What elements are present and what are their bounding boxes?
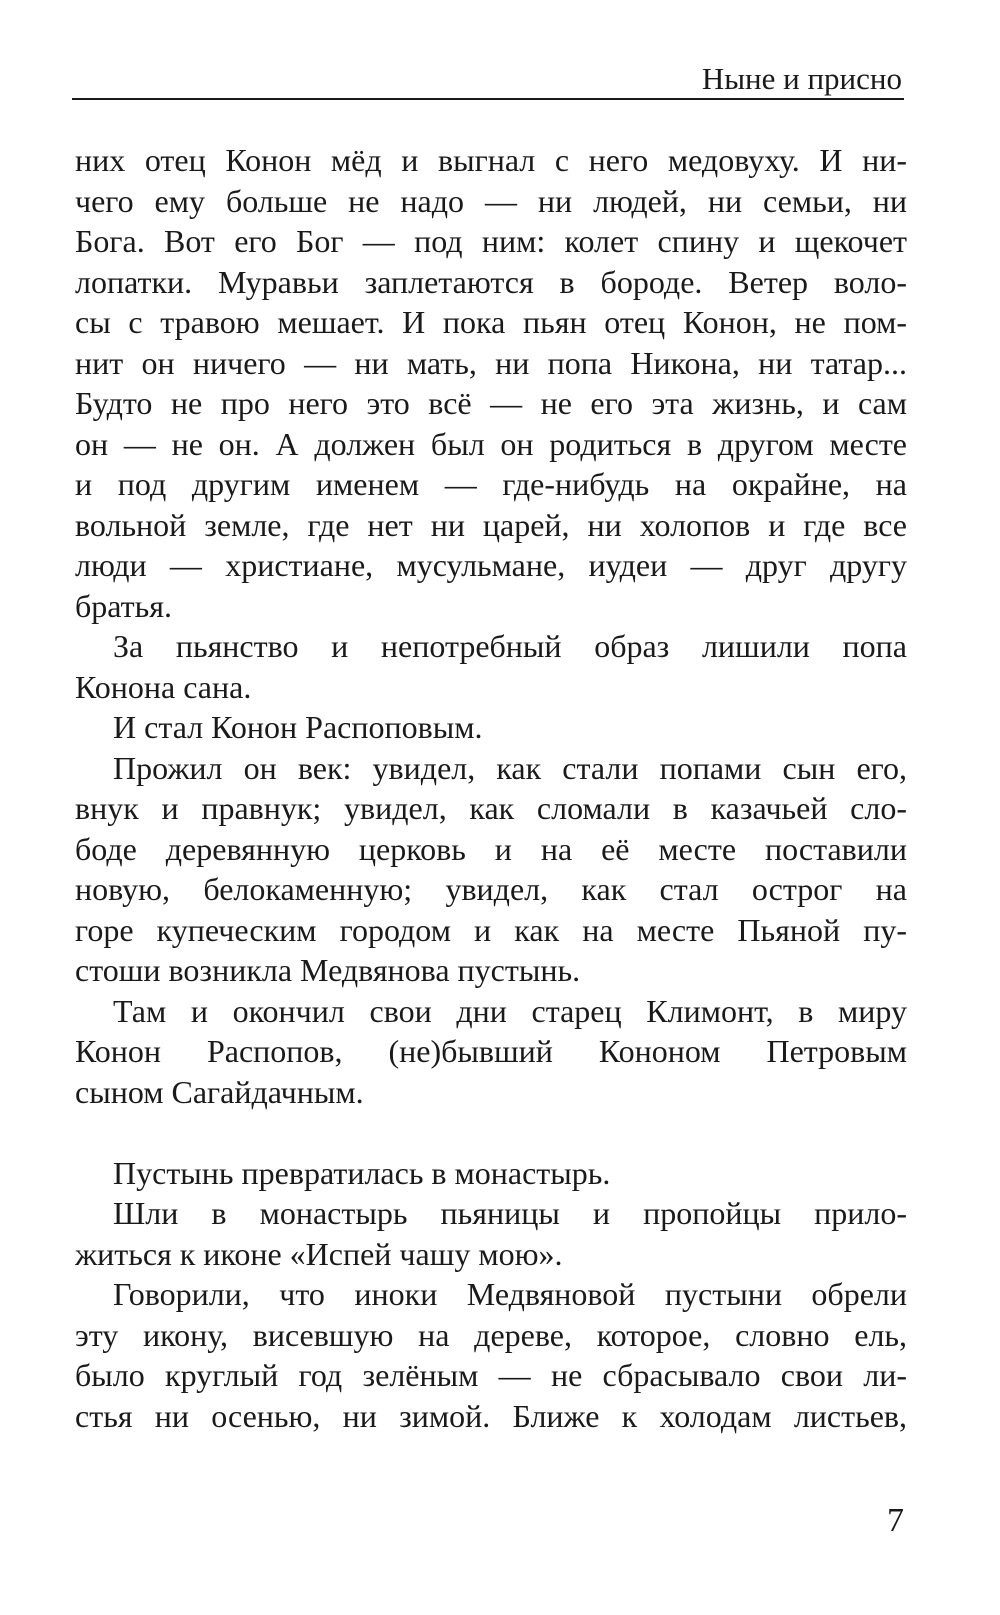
text-line: вольной земле, где нет ни царей, ни холопов и где все xyxy=(75,506,907,543)
text-line: было круглый год зелёным — не сбрасывало свои ли- xyxy=(75,1357,907,1393)
body-text xyxy=(75,140,907,1436)
text-line: житься к иконе «Испей чашу мою». xyxy=(75,1235,563,1272)
text-line: лопатки. Муравьи заплетаются в бороде. Ветер воло- xyxy=(75,263,907,300)
paragraph-first-line: Там и окончил свои дни старец Климонт, в миру xyxy=(113,992,907,1029)
text-line: новую, белокаменную; увидел, как стал острог на xyxy=(75,871,907,907)
page-number: 7 xyxy=(887,1502,904,1539)
text-line: люди — христиане, мусульмане, иудеи — друг другу xyxy=(75,547,907,583)
text-line: чего ему больше не надо — ни людей, ни семьи, ни xyxy=(75,182,907,219)
running-head-title: Ныне и присно xyxy=(701,61,902,96)
section-break xyxy=(75,1112,907,1153)
text-line: сыном Сагайдачным. xyxy=(75,1073,364,1110)
text-line: Конона сана. xyxy=(75,668,252,705)
text-line: он — не он. А должен был он родиться в другом месте xyxy=(75,425,907,462)
text-line: боде деревянную церковь и на её месте поставили xyxy=(75,830,907,867)
paragraph-first-line: Пустынь превратилась в монастырь. xyxy=(113,1154,611,1191)
running-head xyxy=(72,58,904,100)
text-line: Конон Распопов, (не)бывший Кононом Петровым xyxy=(75,1033,907,1069)
text-line: горе купеческим городом и как на месте Пьяной пу- xyxy=(75,911,907,948)
text-line: и под другим именем — где-нибудь на окрайне, на xyxy=(75,466,907,502)
text-line: братья. xyxy=(75,587,172,624)
paragraph-first-line: И стал Конон Распоповым. xyxy=(113,709,483,745)
paragraph-first-line: За пьянство и непотребный образ лишили попа xyxy=(113,628,907,664)
text-line: стья ни осенью, ни зимой. Ближе к холодам листьев, xyxy=(75,1397,907,1434)
paragraph-first-line: Говорили, что иноки Медвяновой пустыни обрели xyxy=(113,1276,907,1312)
paragraph-first-line: Шли в монастырь пьяницы и пропойцы прило- xyxy=(113,1195,907,1231)
text-line: Бога. Вот его Бог — под ним: колет спину и щекочет xyxy=(75,223,907,259)
paragraph-first-line: Прожил он век: увидел, как стали попами сын его, xyxy=(113,749,907,786)
text-line: внук и правнук; увидел, как сломали в казачьей сло- xyxy=(75,790,907,826)
text-line: стоши возникла Медвянова пустынь. xyxy=(75,952,581,988)
text-line: нит он ничего — ни мать, ни попа Никона, ни татар... xyxy=(75,344,907,381)
text-line: них отец Конон мёд и выгнал с него медовуху. И ни- xyxy=(75,142,907,178)
text-line: сы с травою мешает. И пока пьян отец Конон, не пом- xyxy=(75,304,907,340)
text-line: Будто не про него это всё — не его эта жизнь, и сам xyxy=(75,385,907,421)
text-line: эту икону, висевшую на дереве, которое, словно ель, xyxy=(75,1316,907,1353)
